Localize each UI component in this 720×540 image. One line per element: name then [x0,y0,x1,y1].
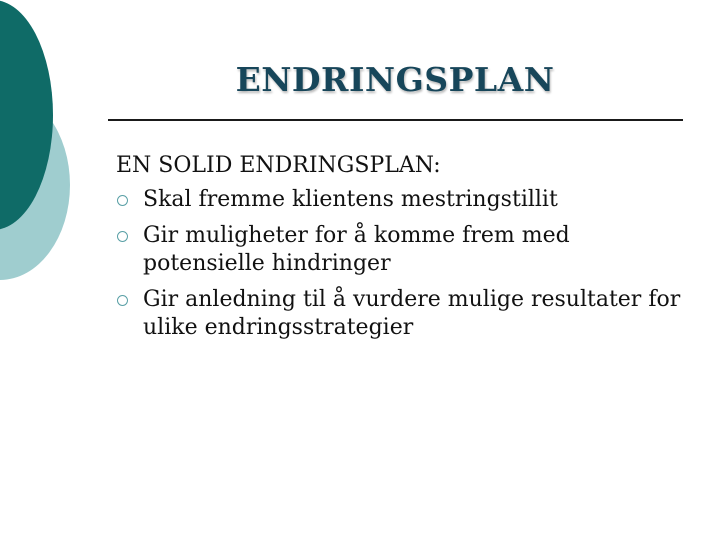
intro-line: EN SOLID ENDRINGSPLAN: [116,153,441,178]
bullet-item [116,222,696,278]
title-underline [108,119,683,121]
decorative-circles [0,0,120,300]
hollow-circle-bullet-icon [117,195,128,206]
hollow-circle-bullet-icon [117,295,128,306]
bullet-item [116,186,696,214]
slide-title: ENDRINGSPLAN [235,60,555,99]
hollow-circle-bullet-icon [117,231,128,242]
bullet-text: Skal fremme klientens mestringstillit [143,187,558,212]
bullet-item [116,286,696,342]
bullet-text: Gir muligheter for å komme frem med potensielle hindringer [143,223,570,276]
bullet-list [116,186,696,342]
slide-body [116,152,696,350]
bullet-text: Gir anledning til å vurdere mulige resultater for ulike endringsstrategier [143,287,681,340]
